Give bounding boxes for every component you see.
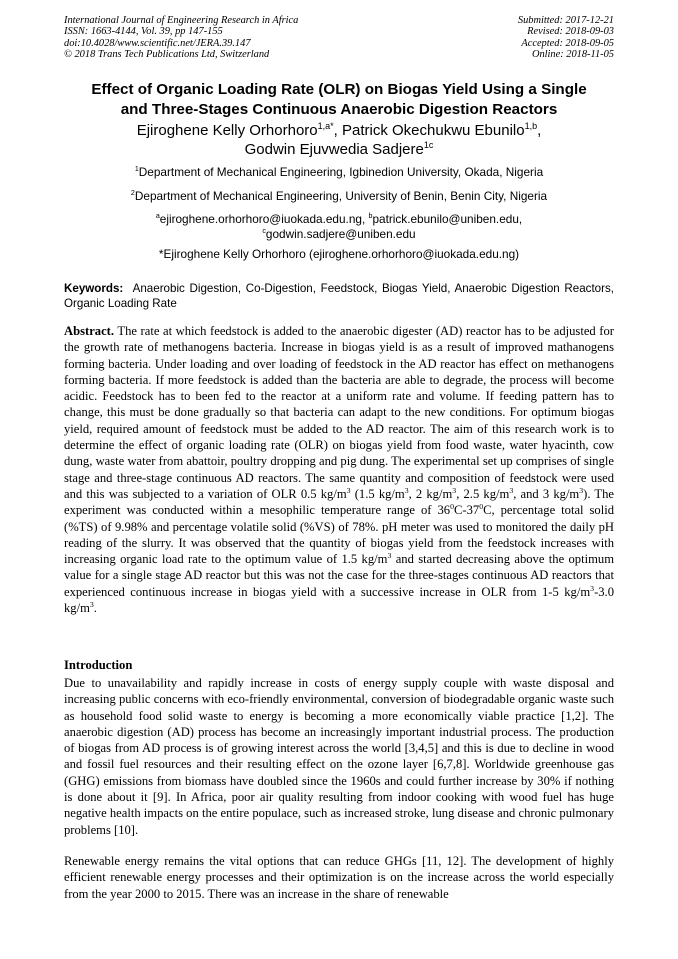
introduction-paragraph-1: Due to unavailability and rapidly increase in costs of energy supply couple with waste disposal and increasing public concerns with eco-friendly environmental, conversion of biodegradable organic waste such as household food solid waste to energy is becoming a more economically viable practice [1,2]. The anaerobic digestion (AD) process has become an increasingly important industrial process. The production of biogas from AD process is of growing interest across the world [3,4,5] and this is due to decline in wood and fossil fuel resources and their resulting effect on the ozone layer [6,7,8]. Worldwide greenhouse gas (GHG) emissions from biomass have doubled since the 1960s and could further increase by 30% if nothing is done about it [9]. In Africa, poor air quality resulting from indoor cooking with wood fuel has huge negative health impacts on the entire populace, such as increased stroke, lung disease and chronic pulmonary problems [10]. [64, 676, 614, 837]
email-sep: , [518, 212, 523, 226]
superscript: 3 [387, 550, 392, 560]
title-line-1: Effect of Organic Loading Rate (OLR) on Biogas Yield Using a Single [91, 81, 587, 98]
superscript: 3 [89, 599, 94, 609]
superscript: 3 [346, 485, 351, 495]
author-sup: 1,b [524, 121, 538, 131]
superscript: 3 [404, 485, 409, 495]
abstract-text: C, percentage total solid (%TS) of 9.98% and percentage volatile solid (%VS) of 78%. pH meter was used to monitored the daily pH reading of the slurry. It was observed that the quantity of biogas yield from the feedstock increases with increasing organic load rate to the optimum value of 1.5 kg/m [64, 503, 615, 567]
paper-title [60, 80, 618, 120]
abstract-text: The rate at which feedstock is added to the anaerobic digester (AD) reactor has to be adjusted for the growth rate of methanogens bacteria. Increase in biogas yield is as a result of improved mathanogens forming bacteria. Under loading and over loading of feedstock in the AD reactor has effect on methanogens forming bacteria. If more feedstock is added than the bacteria are able to degrade, the process will become acidic. Feedstock has to been fed to the reactor at a uniform rate and volume. If feeding pattern has to change, this must be done gradually so that bacteria can adapt to the new conditions. For optimum biogas yield, required amount of feedstock must be added to the AD reactor. The aim of this research work is to determine the effect of organic loading rate (OLR) on biogas yield from food waste, water hyacinth, cow dung, waste water from abattoir, poultry dropping and pig dung. The experimental set up comprises of single stage and three-stage continuous AD reactors. The same quantity and composition of feedstock were used and this was subjected to a variation of OLR 0.5 kg/m [64, 324, 614, 501]
date-online: Online: 2018-11-05 [531, 49, 614, 61]
author-list [60, 121, 618, 159]
journal-info [64, 15, 298, 61]
affiliation-1 [60, 165, 618, 179]
author-name: Ejiroghene Kelly Orhorhoro [136, 122, 318, 139]
journal-name: International Journal of Engineering Research in Africa [64, 15, 299, 26]
journal-copyright: © 2018 Trans Tech Publications Ltd, Switzerland [64, 49, 270, 61]
email-link[interactable]: ejiroghene.orhorhoro@iuokada.edu.ng [159, 212, 362, 226]
date-accepted: Accepted: 2018-09-05 [521, 37, 614, 49]
superscript: 0 [479, 502, 484, 512]
affiliation-text: Department of Mechanical Engineering, University of Benin, Benin City, Nigeria [134, 189, 548, 203]
email-sup: a [155, 212, 160, 221]
journal-doi: doi:10.4028/www.scientific.net/JERA.39.147 [64, 37, 251, 49]
abstract-text: , and 3 kg/m [513, 486, 580, 501]
section-heading-introduction: Introduction [64, 658, 133, 672]
affiliation-2 [60, 189, 618, 203]
keywords-label: Keywords: [64, 282, 124, 295]
author-name: Godwin Ejuvwedia Sadjere [244, 141, 424, 158]
superscript: 3 [579, 485, 584, 495]
author-sup: 1,a* [317, 121, 334, 131]
date-revised: Revised: 2018-09-03 [527, 26, 614, 38]
author-sep: , [537, 122, 542, 139]
introduction-paragraph-2: Renewable energy remains the vital options that can reduce GHGs [11, 12]. The development of highly efficient renewable energy processes and their optimization is on the increase across the world especially from the year 2000 to 2015. There was an increase in the share of renewable [64, 854, 614, 901]
email-sup: c [262, 226, 266, 235]
title-line-2: and Three-Stages Continuous Anaerobic Digestion Reactors [120, 101, 558, 118]
abstract-text: and started decreasing above the optimum value for a single stage AD reactor but this was not the case for the three-stages continuous AD reactors that experienced continuous increase in biogas yield with a successive increase in OLR from 1-5 kg/m [64, 552, 614, 599]
author-sup: 1c [423, 140, 434, 150]
email-sup: b [368, 212, 373, 221]
affiliation-text: Department of Mechanical Engineering, Igbinedion University, Okada, Nigeria [138, 165, 544, 179]
corresponding-author: *Ejiroghene Kelly Orhorhoro (ejiroghene.orhorhoro@iuokada.edu.ng) [158, 247, 520, 261]
keywords-text: Anaerobic Digestion, Co-Digestion, Feedstock, Biogas Yield, Anaerobic Digestion Reactors, Organic Loading Rate [64, 282, 614, 310]
abstract-text: C-37 [454, 503, 480, 518]
author-name: Patrick Okechukwu Ebunilo [342, 122, 525, 139]
abstract [64, 323, 614, 616]
author-emails [60, 212, 618, 241]
email-link[interactable]: godwin.sadjere@uniben.edu [265, 226, 416, 241]
abstract-text: . [93, 601, 97, 616]
email-sep: , [361, 212, 369, 226]
date-submitted: Submitted: 2017-12-21 [517, 15, 614, 26]
abstract-label: Abstract. [64, 324, 115, 338]
abstract-text: -3.0 kg/m [64, 584, 614, 616]
abstract-text: , 2 kg/m [408, 486, 453, 501]
superscript: 3 [452, 485, 457, 495]
affiliation-sup: 1 [134, 165, 139, 174]
abstract-text: (1.5 kg/m [350, 486, 405, 501]
email-link[interactable]: patrick.ebunilo@uniben.edu [372, 212, 519, 226]
abstract-text: ). The experiment was conducted within a mesophilic temperature range of 36 [64, 486, 615, 518]
superscript: 3 [509, 485, 514, 495]
keywords [64, 282, 614, 311]
publication-dates [518, 15, 614, 61]
abstract-text: , 2.5 kg/m [456, 486, 510, 501]
affiliation-sup: 2 [130, 189, 135, 198]
author-sep: , [333, 122, 342, 139]
superscript: 3 [590, 583, 595, 593]
superscript: 0 [450, 502, 454, 512]
journal-issn: ISSN: 1663-4144, Vol. 39, pp 147-155 [64, 26, 223, 38]
